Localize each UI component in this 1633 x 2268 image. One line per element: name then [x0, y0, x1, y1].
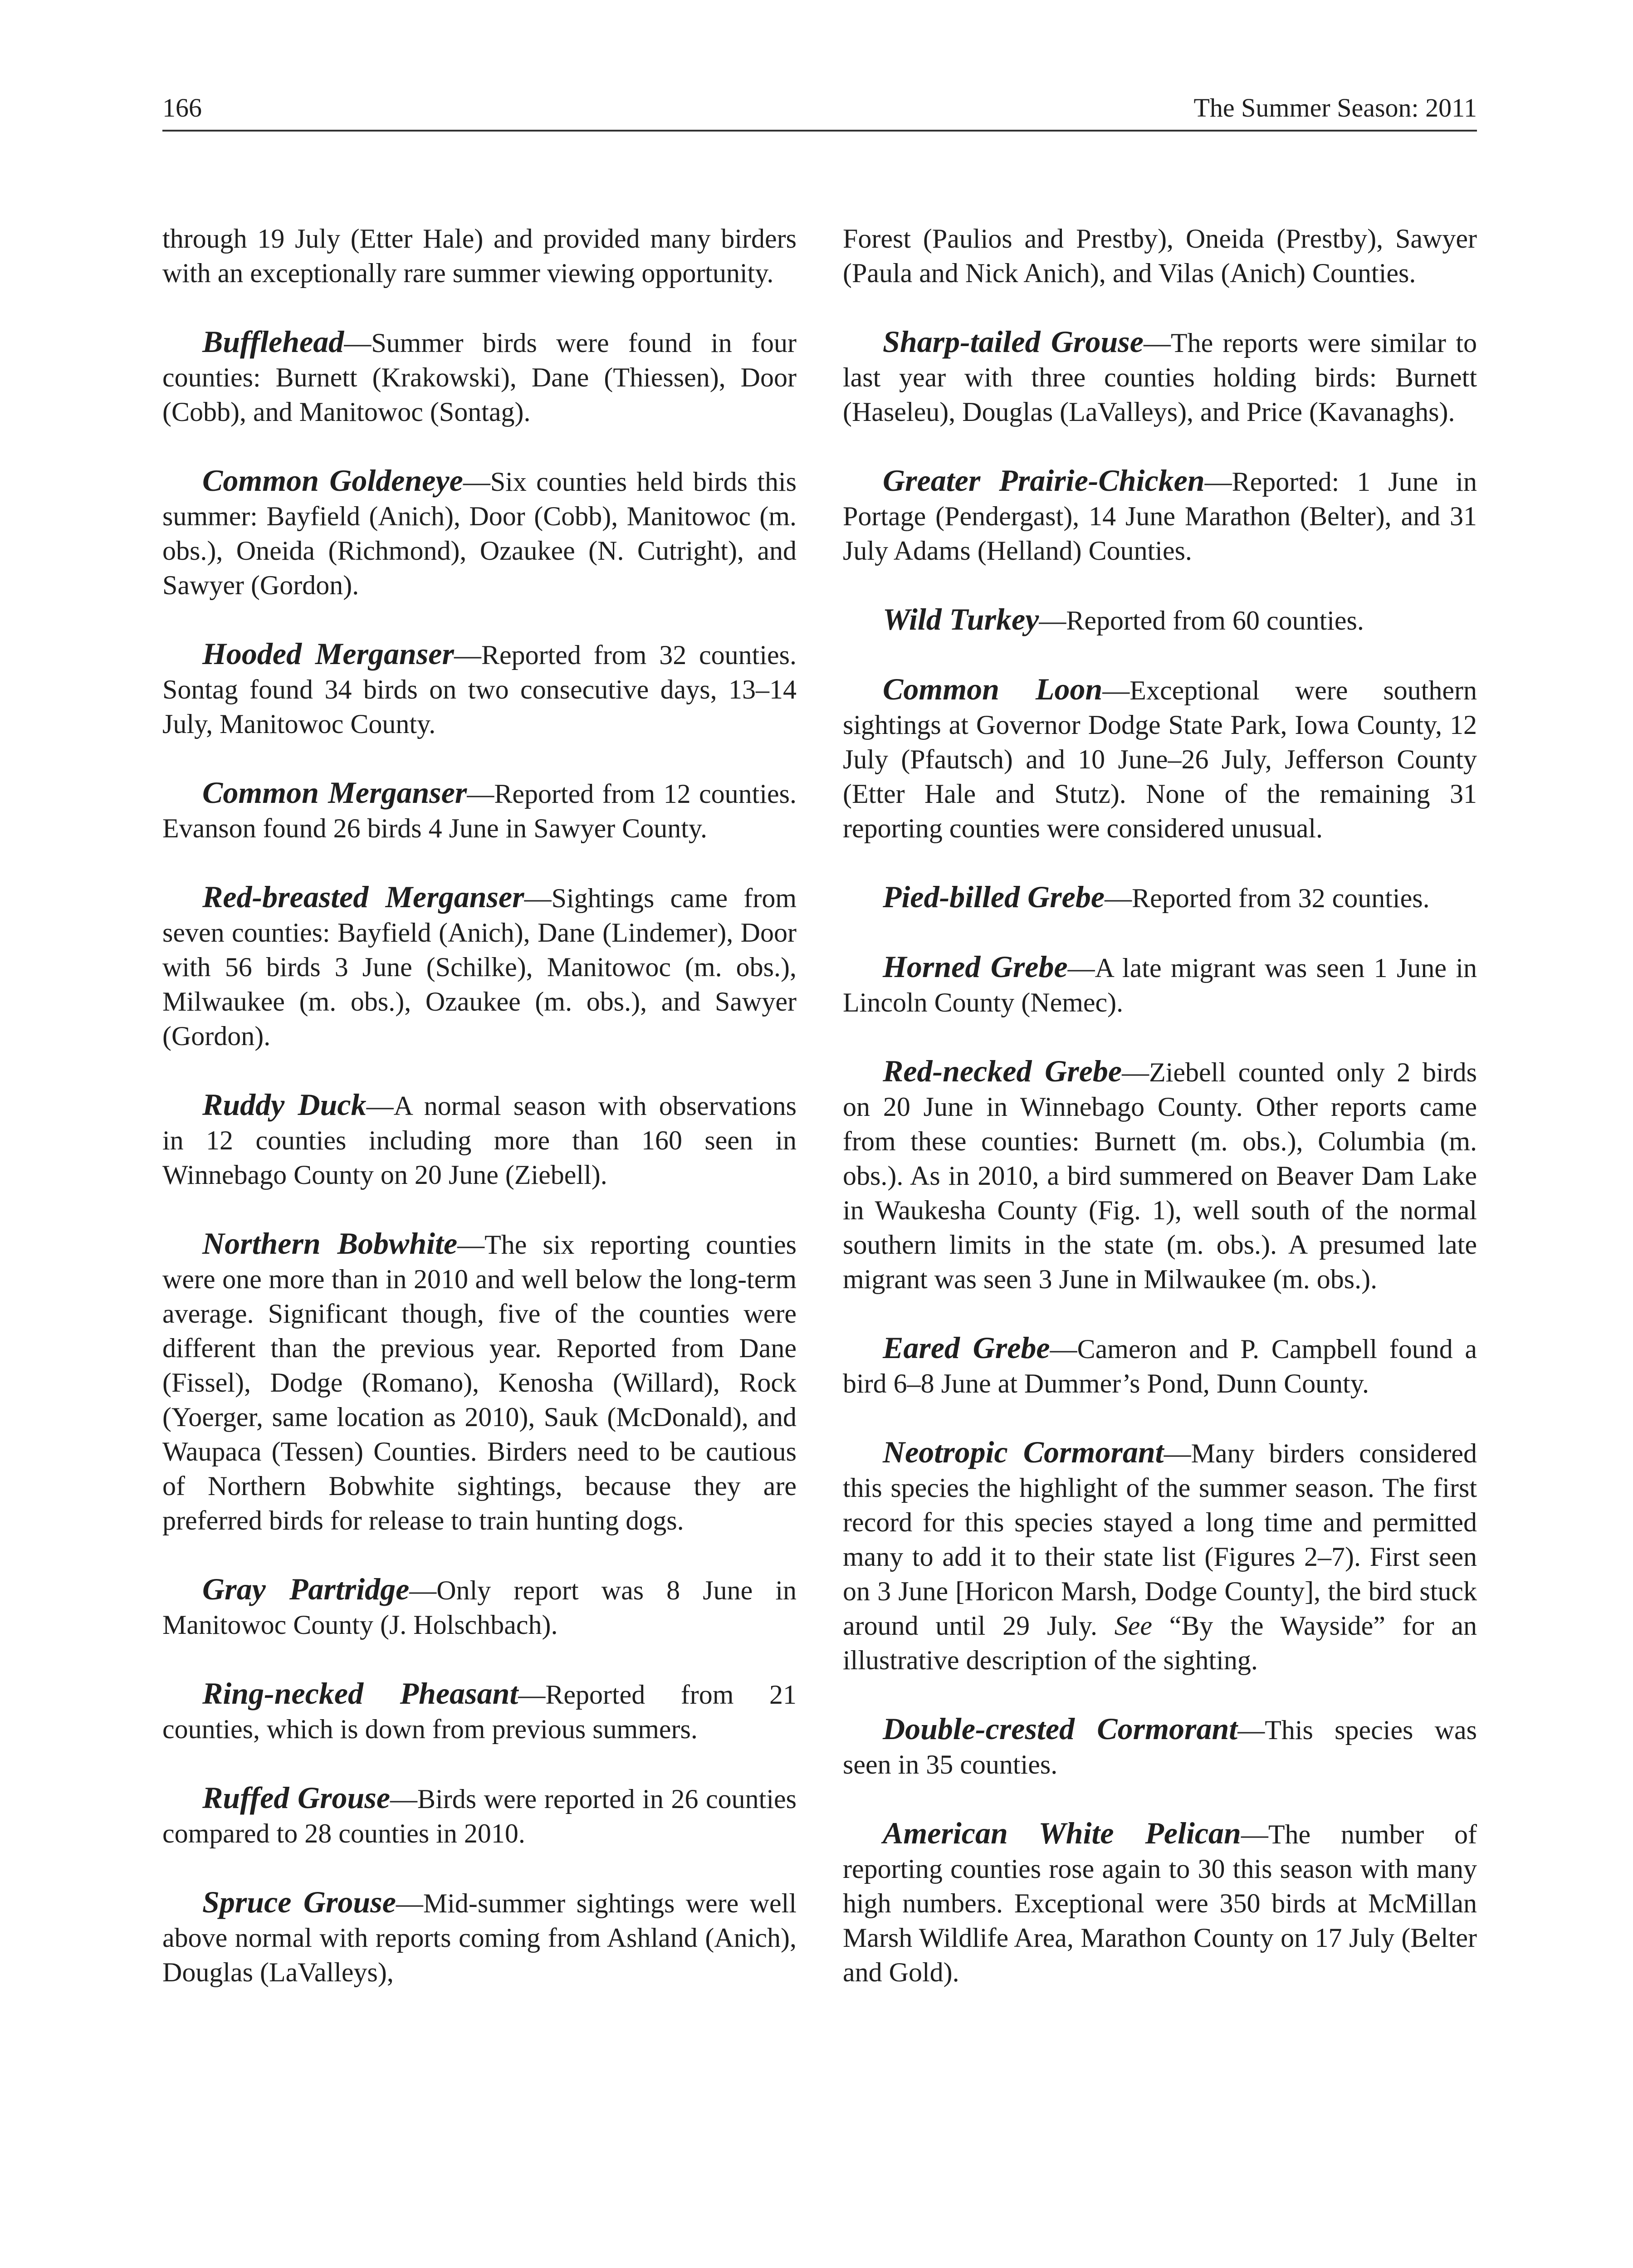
left-column: [162, 221, 797, 2024]
species-entry-red-necked-grebe: [843, 1054, 1477, 1296]
species-text: —Reported from 60 counties.: [1039, 606, 1364, 635]
species-entry-double-crested-cormorant: [843, 1711, 1477, 1782]
species-entry-horned-grebe: [843, 949, 1477, 1020]
species-name: Northern Bobwhite: [202, 1226, 458, 1261]
species-name: Ruddy Duck: [202, 1087, 367, 1122]
species-text: —Birds were reported in 26 counties compared to 28 counties in 2010.: [162, 1784, 797, 1848]
species-name: Gray Partridge: [202, 1572, 410, 1606]
right-column: [843, 221, 1477, 2024]
species-text: —The number of reporting counties rose again to 30 this season with many high numbers. Exceptional were 350 birds at McMillan Marsh Wildlife Area, Marathon County on 17 July (Belter and Gold).: [843, 1819, 1477, 1987]
species-name: Common Goldeneye: [202, 463, 463, 498]
species-name: Wild Turkey: [883, 602, 1039, 636]
species-text: —Ziebell counted only 2 birds on 20 June in Winnebago County. Other reports came from these counties: Burnett (m. obs.), Columbia (m. obs.). As in 2010, a bird summered on Beaver Dam Lake in Waukesha County (Fig. 1), well south of the normal southern limits in the state (m. obs.). A presumed late migrant was seen 3 June in Milwaukee (m. obs.).: [843, 1057, 1477, 1294]
species-name: Common Merganser: [202, 775, 467, 810]
species-text: —Summer birds were found in four counties: Burnett (Krakowski), Dane (Thiessen), Door (Cobb), and Manitowoc (Sontag).: [162, 328, 797, 427]
species-entry-sharp-tailed-grouse: [843, 324, 1477, 429]
species-text: —This species was seen in 35 counties.: [843, 1715, 1477, 1779]
species-entry-ruffed-grouse: [162, 1780, 797, 1851]
species-entry-northern-bobwhite: [162, 1226, 797, 1538]
species-text: —Reported from 12 counties. Evanson found 26 birds 4 June in Sawyer County.: [162, 779, 797, 843]
species-entry-neotropic-cormorant: [843, 1435, 1477, 1677]
species-text: —The reports were similar to last year with three counties holding birds: Burnett (Haseleu), Douglas (LaValleys), and Price (Kavanaghs).: [843, 328, 1477, 427]
running-title: The Summer Season: 2011: [1193, 93, 1477, 122]
species-name: Double-crested Cormorant: [883, 1711, 1238, 1746]
species-text: —Many birders considered this species the highlight of the summer season. The first record for this species stayed a long time and permitted many to add it to their state list (Figures 2–7). First seen on 3 June [Horicon Marsh, Dodge County], the bird stuck around until 29 July.: [843, 1438, 1477, 1641]
species-entry-common-merganser: [162, 775, 797, 846]
species-entry-american-white-pelican: [843, 1816, 1477, 1989]
species-name: Hooded Merganser: [202, 636, 454, 671]
species-name: Horned Grebe: [883, 949, 1068, 984]
species-name: Sharp-tailed Grouse: [883, 324, 1144, 359]
species-text: —Mid-summer sightings were well above normal with reports coming from Ashland (Anich), Douglas (LaValleys),: [162, 1888, 797, 1987]
species-entry-red-breasted-merganser: [162, 880, 797, 1053]
species-text: —Exceptional were southern sightings at Governor Dodge State Park, Iowa County, 12 July (Pfautsch) and 10 June–26 July, Jefferson County (Etter Hale and Stutz). None of the remaining 31 reporting counties were considered unusual.: [843, 675, 1477, 843]
species-entry-ruddy-duck: [162, 1087, 797, 1192]
species-name: American White Pelican: [883, 1816, 1241, 1850]
species-name: Bufflehead: [202, 324, 344, 359]
species-entry-common-goldeneye: [162, 463, 797, 602]
species-name: Spruce Grouse: [202, 1885, 396, 1919]
species-name: Pied-billed Grebe: [883, 880, 1105, 914]
species-name: Red-necked Grebe: [883, 1054, 1122, 1088]
species-entry-wild-turkey: [843, 602, 1477, 638]
species-text: —Cameron and P. Campbell found a bird 6–8 June at Dummer’s Pond, Dunn County.: [843, 1334, 1477, 1398]
species-name: Greater Prairie-Chicken: [883, 463, 1205, 498]
species-text: —Reported from 21 counties, which is down from previous summers.: [162, 1680, 797, 1744]
species-text: —Reported from 32 counties.: [1105, 883, 1430, 913]
species-text: —The six reporting counties were one more than in 2010 and well below the long-term average. Significant though, five of the counties were different than the previous year. Reported from Dane (Fissel), Dodge (Romano), Kenosha (Willard), Rock (Yoerger, same location as 2010), Sauk (McDonald), and Waupaca (Tessen) Counties. Birders need to be cautious of Northern Bobwhite sightings, because they are preferred birds for release to train hunting dogs.: [162, 1230, 797, 1535]
species-entry-spruce-grouse: [162, 1885, 797, 1989]
species-entry-ring-necked-pheasant: [162, 1676, 797, 1746]
species-name: Common Loon: [883, 672, 1103, 706]
species-entry-bufflehead: [162, 324, 797, 429]
page-number: 166: [162, 93, 202, 122]
species-name: Eared Grebe: [883, 1330, 1050, 1365]
species-name: Ring-necked Pheasant: [202, 1676, 518, 1711]
species-name: Red-breasted Merganser: [202, 880, 524, 914]
species-name: Ruffed Grouse: [202, 1780, 391, 1815]
continuation-text: Forest (Paulios and Prestby), Oneida (Prestby), Sawyer (Paula and Nick Anich), and Vilas (Anich) Counties.: [843, 224, 1477, 288]
continuation-text: through 19 July (Etter Hale) and provided many birders with an exceptionally rare summer viewing opportunity.: [162, 224, 797, 288]
species-entry-pied-billed-grebe: [843, 880, 1477, 915]
species-text: —Sightings came from seven counties: Bayfield (Anich), Dane (Lindemer), Door with 56 birds 3 June (Schilke), Manitowoc (m. obs.), Milwaukee (m. obs.), Ozaukee (m. obs.), and Sawyer (Gordon).: [162, 883, 797, 1051]
species-text: —Reported from 32 counties. Sontag found 34 birds on two consecutive days, 13–14 July, Manitowoc County.: [162, 640, 797, 739]
species-text: —Six counties held birds this summer: Bayfield (Anich), Door (Cobb), Manitowoc (m. obs.), Oneida (Richmond), Ozaukee (N. Cutright), and Sawyer (Gordon).: [162, 467, 797, 600]
species-text: —Reported: 1 June in Portage (Pendergast), 14 June Marathon (Belter), and 31 July Adams (Helland) Counties.: [843, 467, 1477, 566]
species-text: —Only report was 8 June in Manitowoc County (J. Holschbach).: [162, 1575, 797, 1640]
species-entry-hooded-merganser: [162, 636, 797, 741]
species-text: —A normal season with observations in 12 counties including more than 160 seen in Winnebago County on 20 June (Ziebell).: [162, 1091, 797, 1190]
see-reference: See: [1114, 1611, 1153, 1641]
species-entry-eared-grebe: [843, 1330, 1477, 1401]
species-entry-greater-prairie-chicken: [843, 463, 1477, 568]
species-entry-gray-partridge: [162, 1572, 797, 1642]
species-text: —A late migrant was seen 1 June in Lincoln County (Nemec).: [843, 953, 1477, 1017]
species-text-continued: “By the Wayside” for an illustrative description of the sighting.: [843, 1611, 1477, 1675]
page-header: [162, 86, 1477, 132]
species-name: Neotropic Cormorant: [883, 1435, 1164, 1469]
species-entry-common-loon: [843, 672, 1477, 846]
